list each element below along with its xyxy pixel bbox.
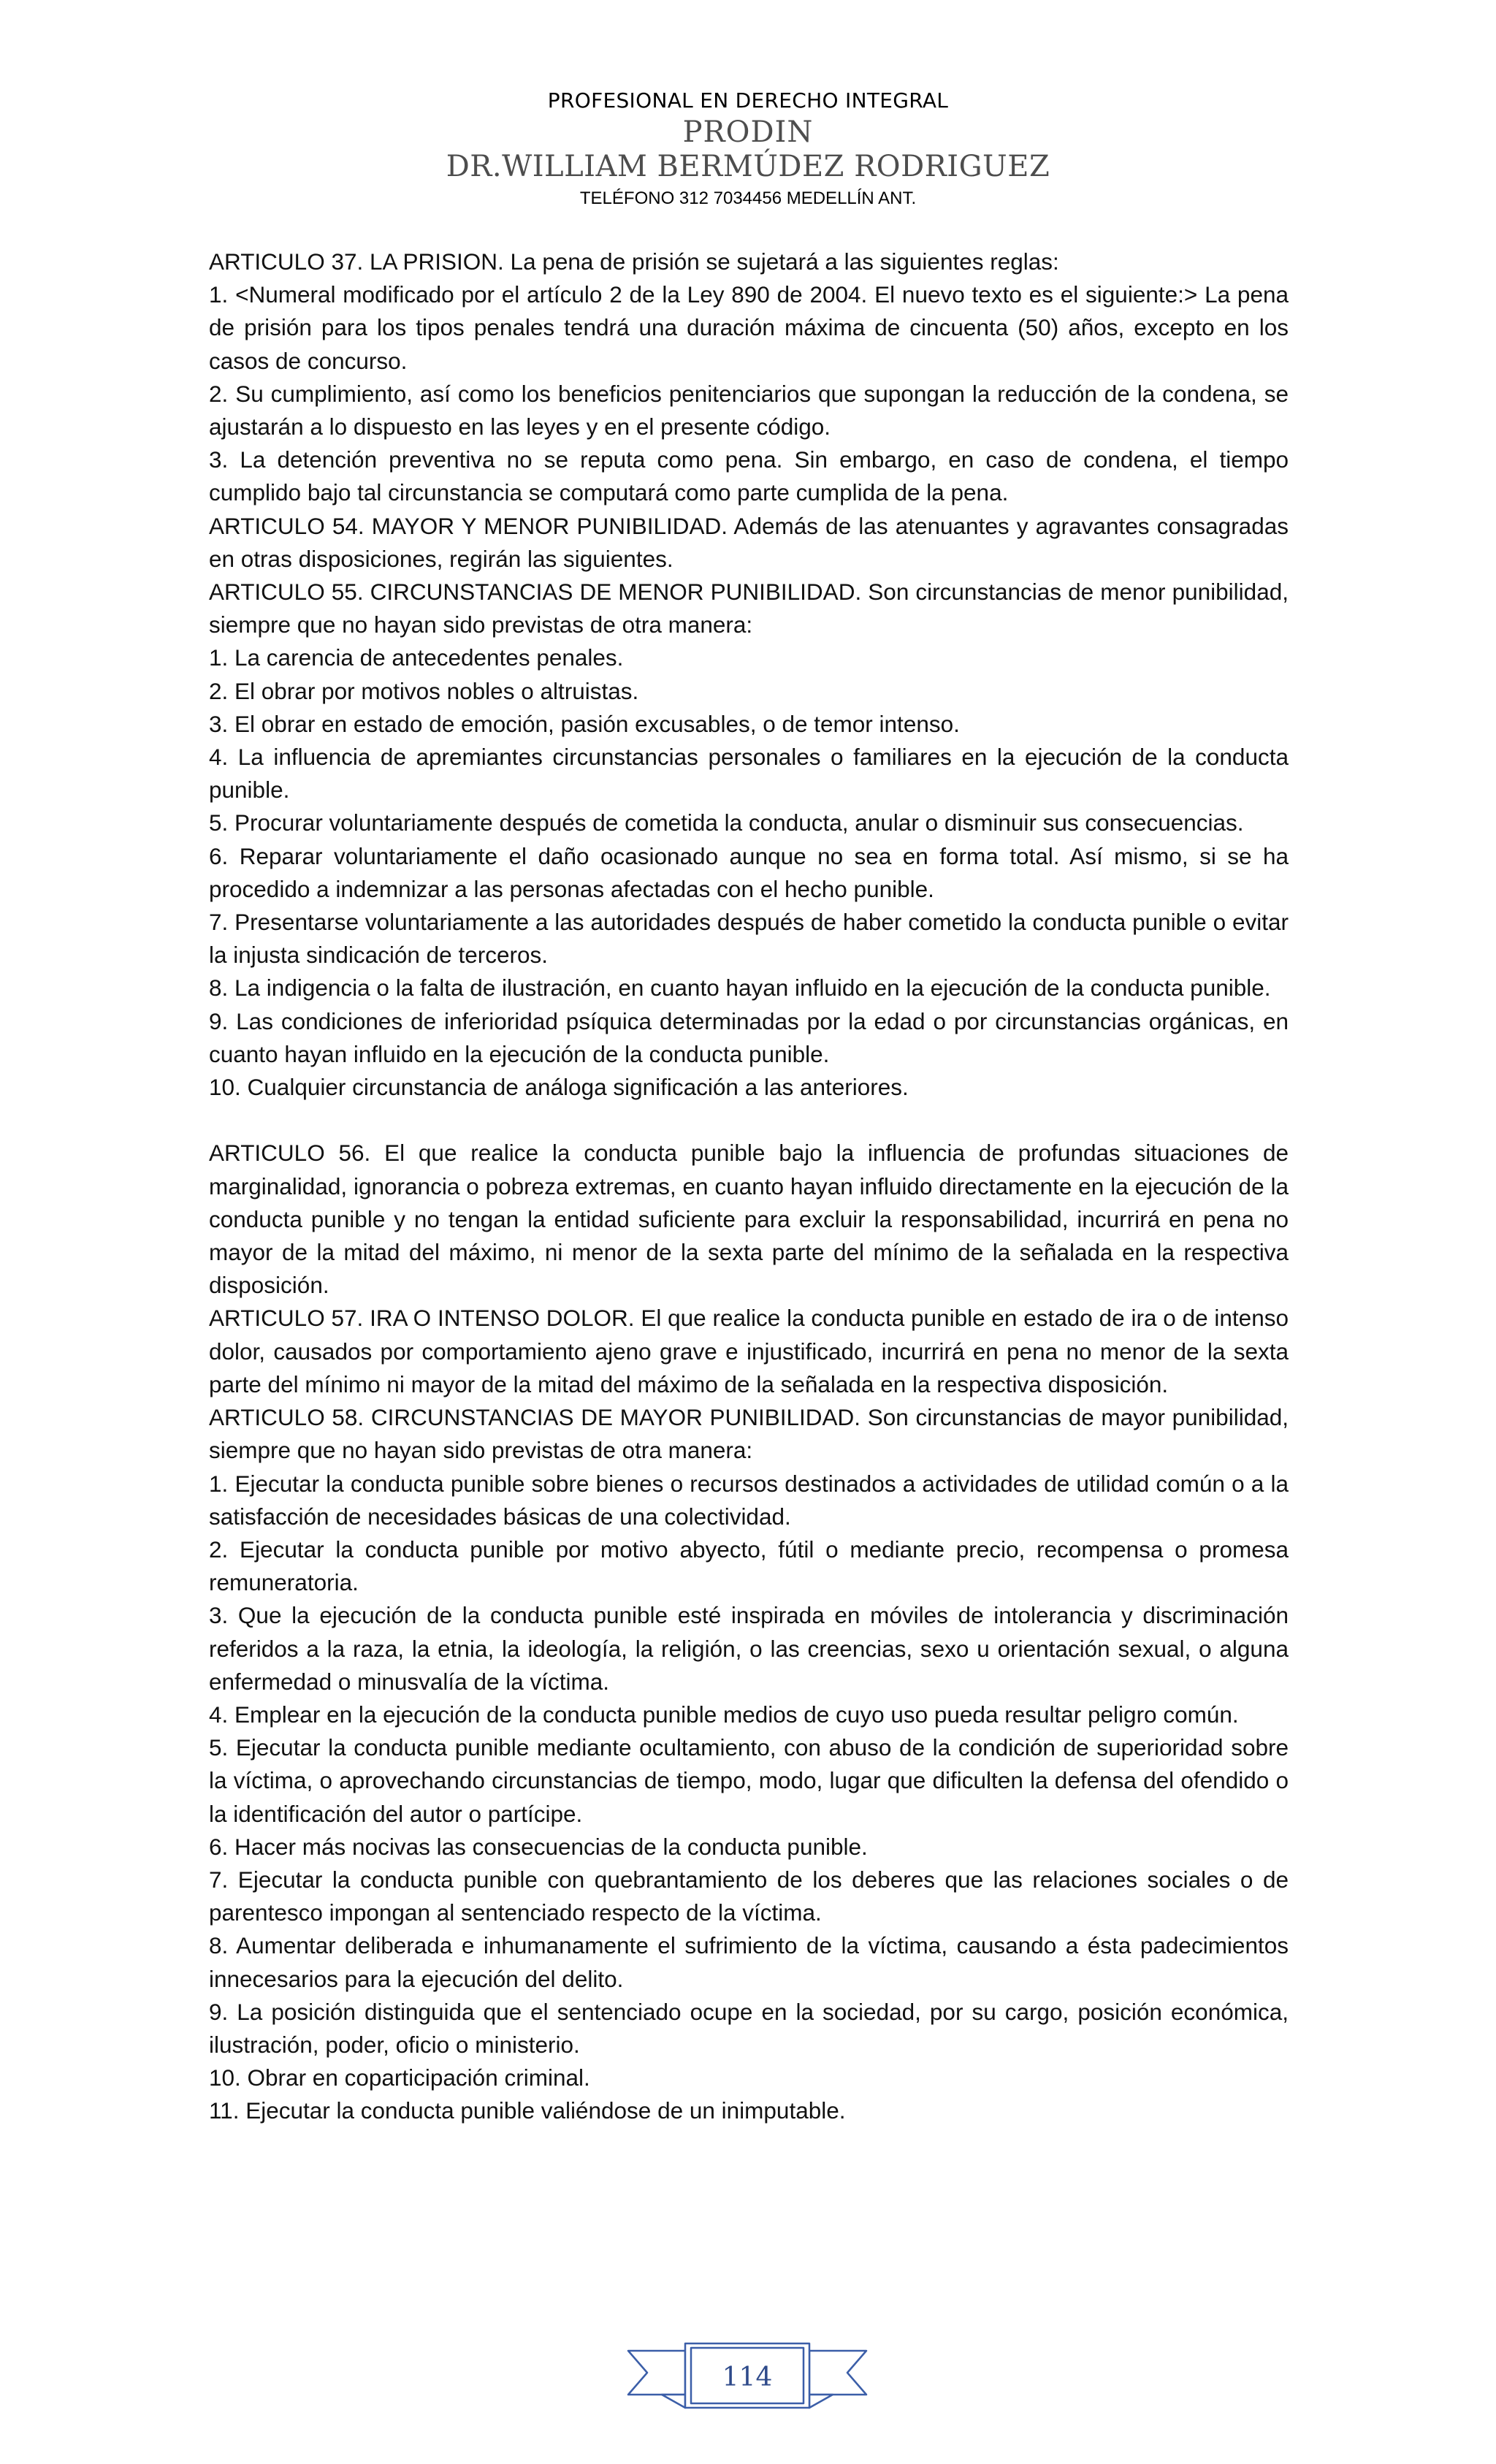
document-body bbox=[209, 245, 1289, 2128]
paragraph: ARTICULO 57. IRA O INTENSO DOLOR. El que realice la conducta punible en estado de ira o de intenso dolor, causados por comportamiento ajeno grave e injustificado, incurrirá en pena no menor de la sexta parte del mínimo ni mayor de la mitad del máximo de la señalada en la respectiva disposición. bbox=[209, 1305, 1289, 1397]
paragraph: ARTICULO 58. CIRCUNSTANCIAS DE MAYOR PUNIBILIDAD. Son circunstancias de mayor punibilidad, siempre que no hayan sido previstas de otra manera: bbox=[209, 1404, 1289, 1464]
paragraph: 9. Las condiciones de inferioridad psíquica determinadas por la edad o por circunstancias orgánicas, en cuanto hayan influido en la ejecución de la conducta punible. bbox=[209, 1007, 1289, 1067]
letterhead-contact: TELÉFONO 312 7034456 MEDELLÍN ANT. bbox=[579, 188, 917, 208]
paragraph: 8. La indigencia o la falta de ilustración, en cuanto hayan influido en la ejecución de la conducta punible. bbox=[209, 974, 1271, 1002]
paragraph: ARTICULO 55. CIRCUNSTANCIAS DE MENOR PUNIBILIDAD. Son circunstancias de menor punibilidad, siempre que no hayan sido previstas de otra manera: bbox=[209, 579, 1289, 638]
paragraph: 5. Procurar voluntariamente después de cometida la conducta, anular o disminuir sus consecuencias. bbox=[209, 809, 1244, 836]
paragraph: 3. El obrar en estado de emoción, pasión excusables, o de temor intenso. bbox=[209, 710, 960, 737]
page-number: 114 bbox=[722, 2362, 773, 2392]
paragraph: 10. Cualquier circunstancia de análoga significación a las anteriores. bbox=[209, 1074, 909, 1101]
paragraph: ARTICULO 56. El que realice la conducta punible bajo la influencia de profundas situaciones de marginalidad, ignorancia o pobreza extremas, en cuanto hayan influido directamente en la ejecución de la conducta punible y no tengan la entidad suficiente para excluir la responsabilidad, incurrirá en pena no mayor de la mitad del máximo, ni menor de la sexta parte del mínimo de la señalada en la respectiva disposición. bbox=[209, 1140, 1289, 1299]
letterhead bbox=[0, 86, 1496, 213]
paragraph: ARTICULO 54. MAYOR Y MENOR PUNIBILIDAD. Además de las atenuantes y agravantes consagradas en otras disposiciones, regirán las siguientes. bbox=[209, 512, 1289, 572]
paragraph: 7. Presentarse voluntariamente a las autoridades después de haber cometido la conducta punible o evitar la injusta sindicación de terceros. bbox=[209, 909, 1289, 969]
paragraph: ARTICULO 37. LA PRISION. La pena de prisión se sujetará a las siguientes reglas: bbox=[209, 248, 1059, 275]
paragraph: 3. Que la ejecución de la conducta punible esté inspirada en móviles de intolerancia y discriminación referidos a la raza, la etnia, la ideología, la religión, o las creencias, sexo u orientación sexual, o alguna enfermedad o minusvalía de la víctima. bbox=[209, 1602, 1289, 1695]
paragraph: 4. La influencia de apremiantes circunstancias personales o familiares en la ejecución de la conducta punible. bbox=[209, 744, 1289, 804]
letterhead-name: DR.WILLIAM BERMÚDEZ RODRIGUEZ bbox=[446, 150, 1050, 183]
paragraph: 11. Ejecutar la conducta punible valiéndose de un inimputable. bbox=[209, 2097, 846, 2124]
paragraph: 7. Ejecutar la conducta punible con quebrantamiento de los deberes que las relaciones sociales o de parentesco impongan al sentenciado respecto de la víctima. bbox=[209, 1866, 1289, 1926]
paragraph: 10. Obrar en coparticipación criminal. bbox=[209, 2064, 590, 2091]
paragraph: 2. Ejecutar la conducta punible por motivo abyecto, fútil o mediante precio, recompensa o promesa remuneratoria. bbox=[209, 1536, 1289, 1596]
paragraph: 5. Ejecutar la conducta punible mediante ocultamiento, con abuso de la condición de superioridad sobre la víctima, o aprovechando circunstancias de tiempo, modo, lugar que dificulten la defensa del ofendido o la identificación del autor o partícipe. bbox=[209, 1734, 1289, 1827]
paragraph: 1. Ejecutar la conducta punible sobre bienes o recursos destinados a actividades de utilidad común o a la satisfacción de necesidades básicas de una colectividad. bbox=[209, 1470, 1289, 1530]
paragraph: 6. Hacer más nocivas las consecuencias de la conducta punible. bbox=[209, 1833, 868, 1860]
paragraph: 8. Aumentar deliberada e inhumanamente el sufrimiento de la víctima, causando a ésta padecimientos innecesarios para la ejecución del delito. bbox=[209, 1932, 1289, 1992]
letterhead-tagline: PROFESIONAL EN DERECHO INTEGRAL bbox=[547, 88, 949, 112]
paragraph: 3. La detención preventiva no se reputa como pena. Sin embargo, en caso de condena, el tiempo cumplido bajo tal circunstancia se computará como parte cumplida de la pena. bbox=[209, 446, 1289, 506]
page-number-banner bbox=[627, 2338, 868, 2418]
paragraph: 2. Su cumplimiento, así como los beneficios penitenciarios que supongan la reducción de la condena, se ajustarán a lo dispuesto en las leyes y en el presente código. bbox=[209, 380, 1289, 440]
paragraph: 2. El obrar por motivos nobles o altruistas. bbox=[209, 677, 639, 704]
paragraph: 1. <Numeral modificado por el artículo 2 de la Ley 890 de 2004. El nuevo texto es el siguiente:> La pena de prisión para los tipos penales tendrá una duración máxima de cincuenta (50) años, excepto en los casos de concurso. bbox=[209, 281, 1289, 374]
paragraph: 9. La posición distinguida que el sentenciado ocupe en la sociedad, por su cargo, posición económica, ilustración, poder, oficio o ministerio. bbox=[209, 1998, 1289, 2058]
paragraph: 1. La carencia de antecedentes penales. bbox=[209, 644, 624, 671]
letterhead-brand: PRODIN bbox=[682, 115, 814, 149]
paragraph: 6. Reparar voluntariamente el daño ocasionado aunque no sea en forma total. Así mismo, si se ha procedido a indemnizar a las personas afectadas con el hecho punible. bbox=[209, 842, 1289, 902]
blank-line bbox=[209, 1104, 1289, 1137]
paragraph: 4. Emplear en la ejecución de la conducta punible medios de cuyo uso pueda resultar peligro común. bbox=[209, 1701, 1239, 1728]
